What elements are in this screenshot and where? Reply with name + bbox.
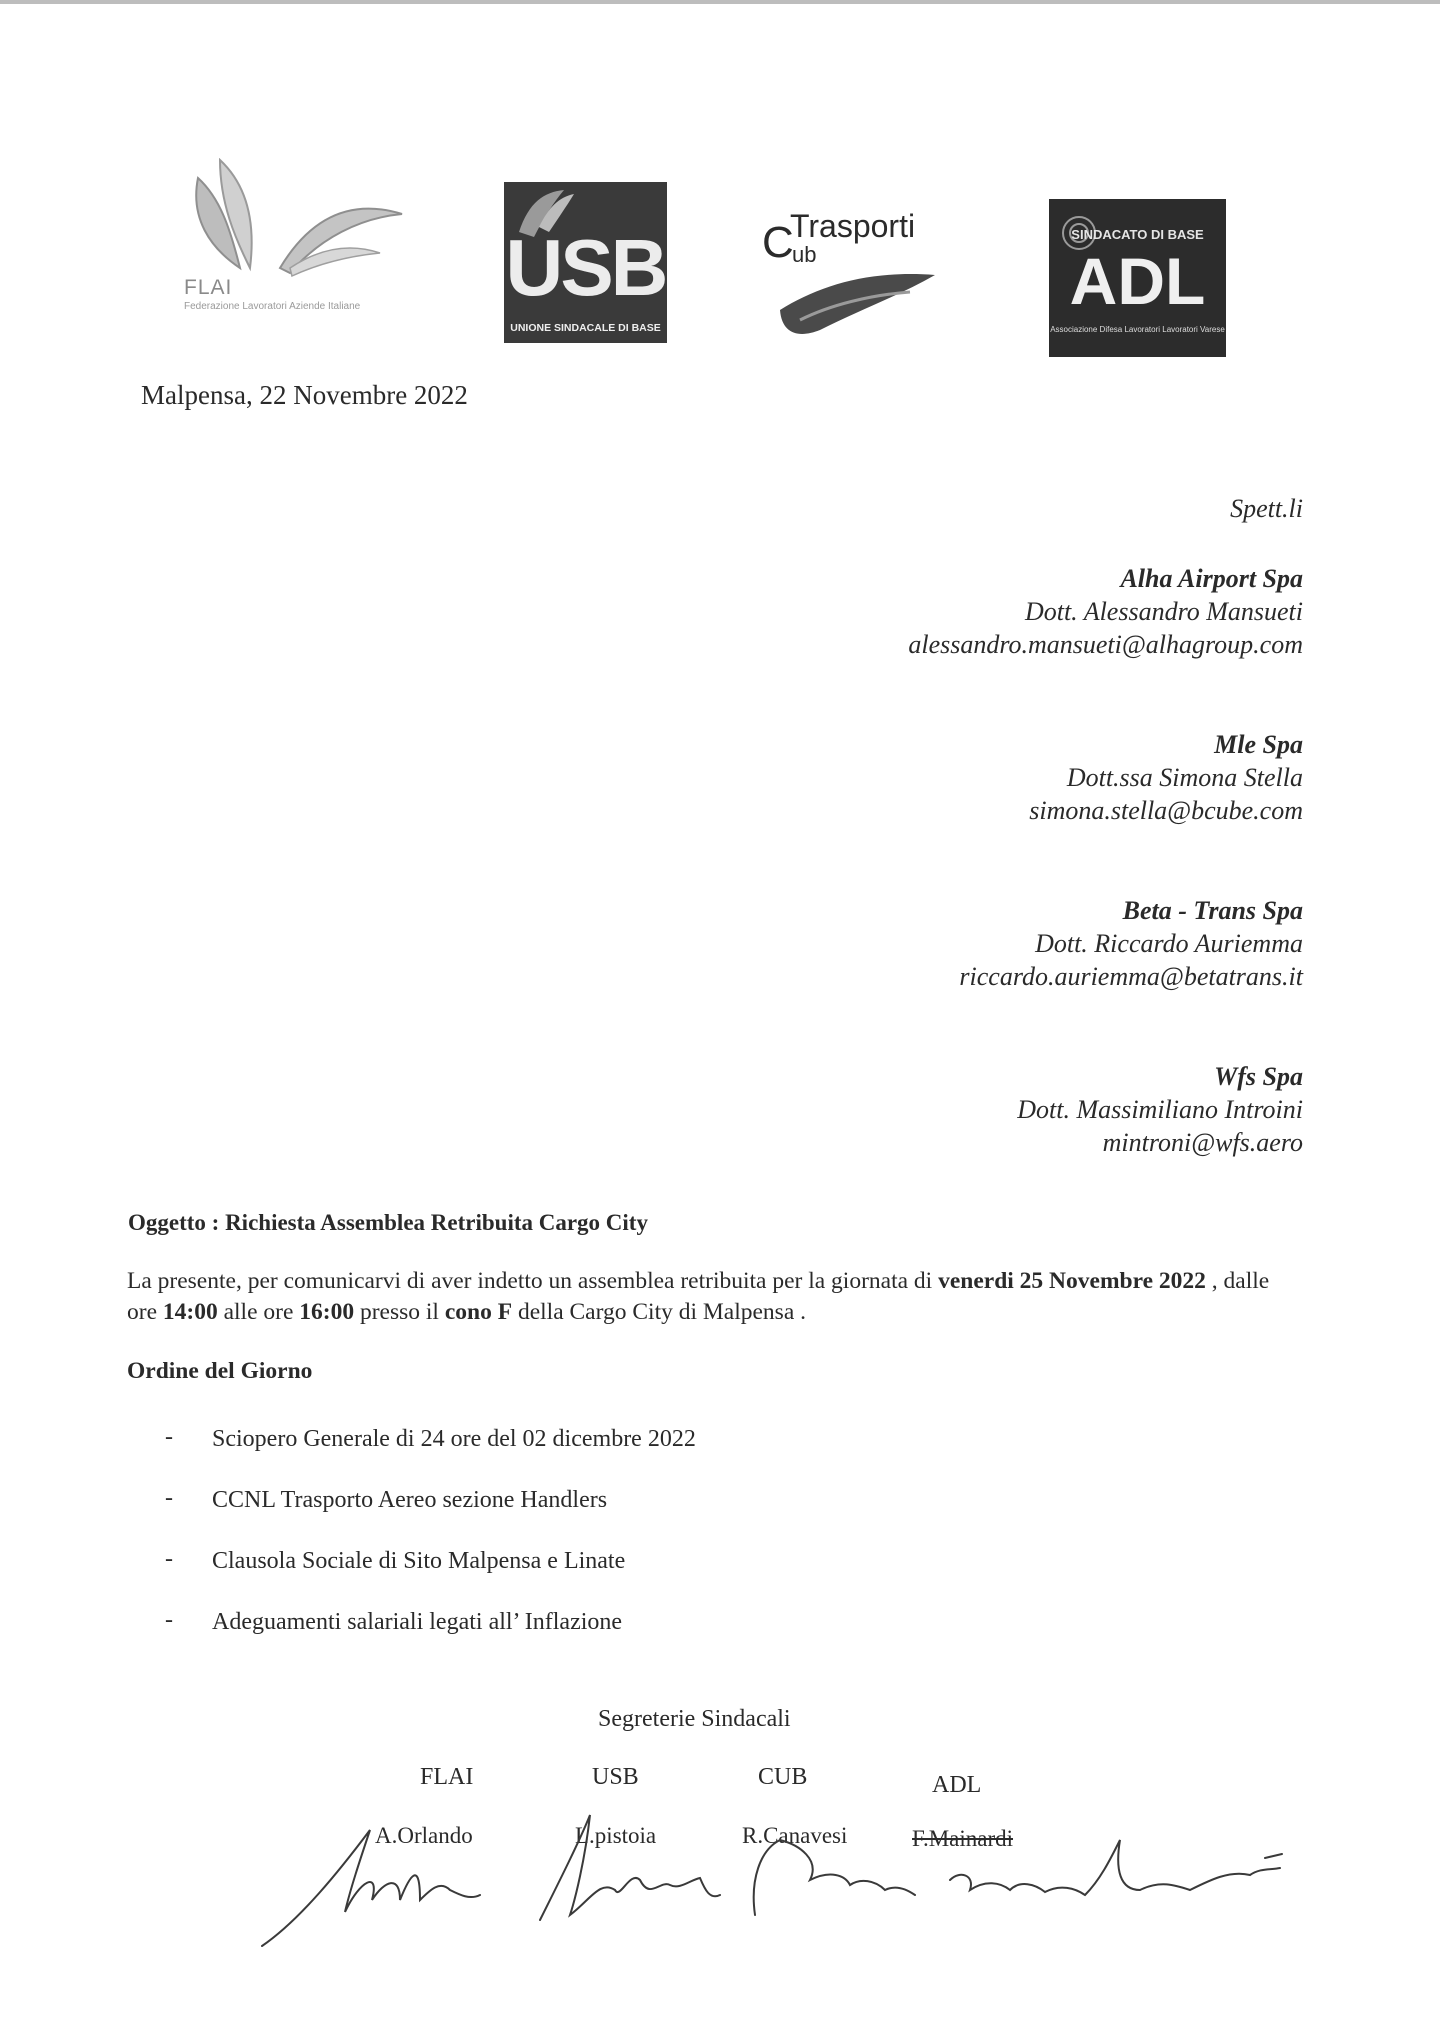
cub-logo-trasporti: Trasporti (790, 208, 916, 244)
assembly-end-time: 16:00 (299, 1299, 355, 1325)
union-usb: USB (592, 1764, 639, 1790)
body-text: della Cargo City di Malpensa . (512, 1299, 807, 1325)
date-line: Malpensa, 22 Novembre 2022 (141, 380, 468, 410)
signer-flai: A.Orlando (375, 1823, 473, 1848)
recipient-person: Dott. Alessandro Mansueti (1024, 597, 1303, 626)
assembly-date: venerdi 25 Novembre 2022 (938, 1268, 1206, 1294)
cub-logo-cub: ub (792, 242, 817, 267)
agenda-item-text: Sciopero Generale di 24 ore del 02 dicembre 2022 (212, 1426, 696, 1452)
subject-line: Oggetto : Richiesta Assemblea Retribuita Cargo City (128, 1210, 648, 1235)
agenda-bullet: - (165, 1424, 173, 1450)
union-flai: FLAI (420, 1764, 474, 1790)
union-adl: ADL (932, 1772, 982, 1798)
flai-logo-subtitle: Federazione Lavoratori Aziende Italiane (184, 301, 361, 312)
body-text: presso il (354, 1299, 445, 1325)
body-text: alle ore (217, 1299, 300, 1325)
agenda-bullet: - (165, 1607, 173, 1633)
adl-logo-top: SINDACATO DI BASE (1071, 227, 1204, 242)
recipient-person: Dott. Riccardo Auriemma (1035, 929, 1303, 958)
body-text: , dalle ore (127, 1268, 1270, 1325)
usb-logo-subtitle: UNIONE SINDACALE DI BASE (510, 322, 661, 334)
flai-logo-name: FLAI (184, 276, 233, 299)
signer-adl-name: F.Mainardi (912, 1826, 1014, 1851)
agenda-title: Ordine del Giorno (127, 1358, 313, 1384)
cub-logo-letter: C (762, 218, 794, 267)
signer-cub: R.Canavesi (742, 1823, 848, 1848)
recipient-person: Dott.ssa Simona Stella (1066, 763, 1303, 792)
union-cub: CUB (758, 1764, 808, 1790)
agenda-item-text: Adeguamenti salariali legati all’ Inflazione (212, 1609, 623, 1635)
adl-logo-subtitle: Associazione Difesa Lavoratori Lavoratori Varese (1050, 325, 1225, 334)
closing-line: Segreterie Sindacali (598, 1706, 791, 1732)
recipient-email: mintroni@wfs.aero (1102, 1128, 1303, 1157)
recipient-person: Dott. Massimiliano Introini (1017, 1095, 1303, 1124)
assembly-start-time: 14:00 (162, 1299, 218, 1325)
recipient-company: Beta - Trans Spa (1122, 896, 1303, 925)
recipient-email: simona.stella@bcube.com (1029, 796, 1303, 825)
recipient-email: alessandro.mansueti@alhagroup.com (908, 630, 1303, 659)
agenda-item-text: Clausola Sociale di Sito Malpensa e Linate (212, 1548, 626, 1574)
agenda-item-text: CCNL Trasporto Aereo sezione Handlers (212, 1487, 608, 1513)
salutation: Spett.li (1230, 494, 1303, 523)
recipient-company: Wfs Spa (1214, 1062, 1303, 1091)
recipient-company: Alha Airport Spa (1120, 564, 1303, 593)
signer-usb: L.pistoia (575, 1823, 657, 1848)
recipient-company: Mle Spa (1214, 730, 1303, 759)
usb-logo-name: USB (505, 223, 666, 312)
assembly-place: cono F (444, 1299, 513, 1325)
agenda-bullet: - (165, 1485, 173, 1511)
body-text: La presente, per comunicarvi di aver indetto un assemblea retribuita per la giornata di (127, 1268, 939, 1294)
adl-logo-name: ADL (1069, 244, 1206, 318)
agenda-bullet: - (165, 1546, 173, 1572)
recipient-email: riccardo.auriemma@betatrans.it (959, 962, 1303, 991)
